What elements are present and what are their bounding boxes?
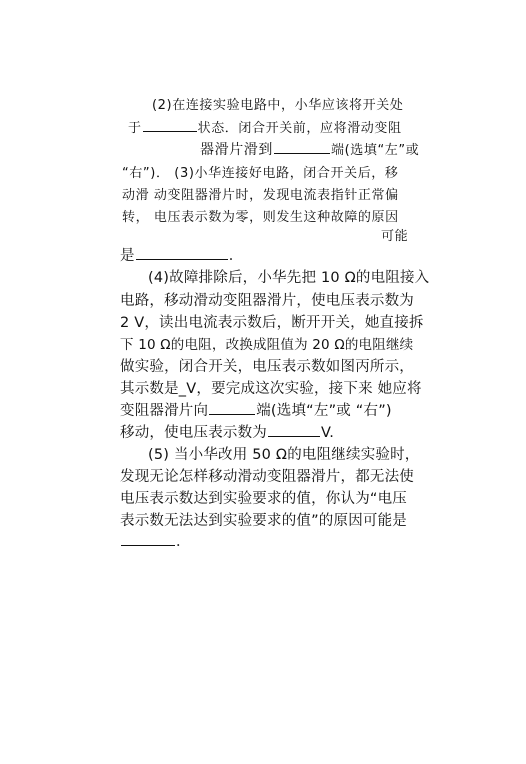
p5-line3-text: 电压表示数达到实验要求的值，你认为“电压 (120, 491, 408, 507)
p4-line8 (120, 421, 334, 442)
p2-line5 (122, 184, 399, 203)
p2-line4 (122, 162, 399, 181)
p2-line3-text-b: 端(选填“左”或 (331, 143, 420, 158)
p2-line3 (200, 139, 419, 159)
p4-line7-text-b: 端(选填“左”或 “右”) (256, 403, 392, 419)
p2-line7 (381, 225, 408, 244)
p4-line7-text-a: 变阻器滑片向 (120, 403, 209, 419)
p2-line2-text-a: 于 (128, 121, 142, 136)
p4-line6-text: 其示数是_V，要完成这次实验，接下来 她应将 (120, 381, 422, 397)
p5-line4-text: 表示数无法达到实验要求的值”的原因可能是 (120, 513, 408, 529)
answer-blank-voltage-value (268, 424, 320, 437)
p2-line8-text-b: ． (228, 248, 244, 264)
p2-line6-text: 转， 电压表示数为零，则发生这种故障的原因 (122, 210, 399, 225)
p2-line7-text: 可能 (381, 229, 409, 244)
p4-line4-text: 下 10 Ω的电阻，改换成阻值为 20 Ω的电阻继续 (120, 337, 414, 353)
p4-line7 (120, 399, 392, 420)
p4-line4 (120, 333, 413, 353)
p4-line2 (120, 289, 414, 310)
p2-line8-text-a: 是 (120, 248, 135, 264)
p2-line5-text: 动滑 动变阻器滑片时，发现电流表指针正常偏 (122, 188, 399, 203)
answer-blank-final-reason (121, 533, 175, 546)
p5-line1 (148, 443, 420, 464)
p5-line4 (120, 509, 407, 530)
p2-line2 (128, 117, 402, 136)
p4-line1 (148, 266, 429, 287)
p4-line8-text-a: 移动，使电压表示数为 (120, 425, 267, 441)
p4-line5-text: 做实验，闭合开关，电压表示数如图丙所示， (120, 359, 414, 375)
answer-blank-slider-direction (209, 402, 255, 415)
p5-line5 (120, 530, 191, 551)
answer-blank-slider-end (274, 141, 330, 154)
p5-line2-text: 发现无论怎样移动滑动变阻器滑片，都无法使 (120, 469, 414, 485)
p5-line5-text-b: ． (176, 534, 191, 550)
p5-line2 (120, 465, 414, 486)
answer-blank-fault-reason (136, 247, 228, 260)
p4-line3-text: 2 V，读出电流表示数后，断开开关，她直接拆 (120, 315, 424, 331)
p4-line6 (120, 377, 422, 398)
p2-line4-text: “右”)． (3)小华连接好电路，闭合开关后，移 (122, 166, 399, 181)
p2-line6 (122, 206, 399, 225)
p4-line3 (120, 311, 424, 332)
p2-line1-text: (2)在连接实验电路中，小华应该将开关处 (152, 98, 404, 113)
p5-line1-text: (5) 当小华改用 50 Ω的电阻继续实验时， (148, 447, 420, 463)
p2-line8 (120, 244, 243, 265)
p4-line2-text: 电路，移动滑动变阻器滑片，使电压表示数为 (120, 293, 414, 309)
p4-line5 (120, 355, 414, 376)
p2-line3-text-a: 器滑片滑到 (200, 142, 273, 158)
p5-line3 (120, 487, 407, 508)
p4-line1-text: (4)故障排除后，小华先把 10 Ω的电阻接入 (148, 270, 430, 286)
answer-blank-switch-state (143, 119, 197, 132)
p2-line2-text-b: 状态．闭合开关前，应将滑动变阻 (197, 121, 402, 136)
p4-line8-text-b: V. (321, 425, 335, 441)
p2-line1 (152, 94, 403, 113)
